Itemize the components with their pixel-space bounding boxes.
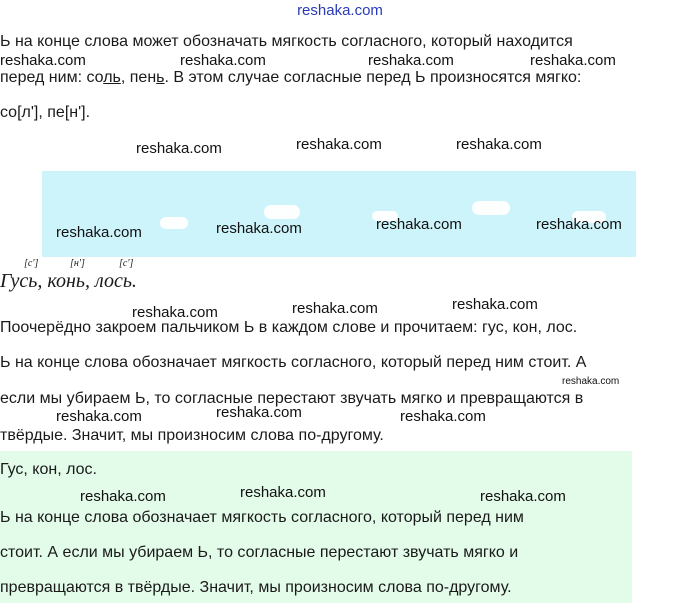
intro-line-2-end: . В этом случае согласные перед Ь произносятся мягко: (164, 69, 582, 86)
watermark-small: reshaka.com (562, 376, 620, 387)
handwritten-words: Гусь, конь, лось. (0, 270, 137, 292)
sky-illustration (42, 171, 636, 257)
cloud-shape (264, 205, 300, 219)
body-paragraph-1: Поочерёдно закроем пальчиком Ь в каждом слове и прочитаем: гус, кон, лос. (0, 319, 578, 336)
cloud-shape (160, 217, 188, 229)
watermark: reshaka.com (240, 484, 326, 501)
intro-line-2-mid: , пен (120, 69, 157, 86)
watermark: reshaka.com (296, 136, 382, 153)
transcription-2: [н'] (70, 258, 85, 269)
answer-line-2: Ь на конце слова обозначает мягкость согласного, который перед ним (0, 509, 524, 526)
intro-line-1: Ь на конце слова может обозначать мягкость согласного, который находится (0, 33, 573, 50)
watermark: reshaka.com (136, 140, 222, 157)
watermark: reshaka.com (216, 404, 302, 421)
watermark: reshaka.com (80, 488, 166, 505)
body-paragraph-2-line-3: твёрдые. Значит, мы произносим слова по-другому. (0, 427, 384, 444)
answer-line-4: превращаются в твёрдые. Значит, мы произносим слова по-другому. (0, 579, 512, 596)
watermark: reshaka.com (0, 52, 86, 69)
watermark: reshaka.com (56, 408, 142, 425)
watermark: reshaka.com (480, 488, 566, 505)
watermark: reshaka.com (292, 300, 378, 317)
watermark: reshaka.com (456, 136, 542, 153)
intro-line-2 (0, 68, 581, 88)
watermark: reshaka.com (400, 408, 486, 425)
watermark: reshaka.com (216, 220, 302, 237)
underlined-soft-ending-1: ль (103, 69, 121, 86)
body-paragraph-2-line-1: Ь на конце слова обозначает мягкость согласного, который перед ним стоит. А (0, 354, 587, 371)
cloud-shape (472, 201, 510, 215)
body-paragraph-2-line-2: если мы убираем Ь, то согласные перестают звучать мягко и превращаются в (0, 390, 584, 407)
watermark: reshaka.com (530, 52, 616, 69)
site-watermark-header: reshaka.com (297, 2, 383, 19)
transcription-1: [с'] (24, 258, 39, 269)
intro-line-2-start: перед ним: со (0, 69, 104, 86)
watermark: reshaka.com (132, 304, 218, 321)
watermark: reshaka.com (368, 52, 454, 69)
intro-line-3: со[л'], пе[н']. (0, 104, 91, 121)
underlined-soft-ending-2: ь (156, 69, 165, 86)
answer-line-3: стоит. А если мы убираем Ь, то согласные перестают звучать мягко и (0, 544, 519, 561)
watermark: reshaka.com (180, 52, 266, 69)
transcription-3: [с'] (119, 258, 134, 269)
watermark: reshaka.com (536, 216, 622, 233)
watermark: reshaka.com (452, 296, 538, 313)
answer-line-1: Гус, кон, лос. (0, 461, 97, 478)
watermark: reshaka.com (376, 216, 462, 233)
watermark: reshaka.com (56, 224, 142, 241)
